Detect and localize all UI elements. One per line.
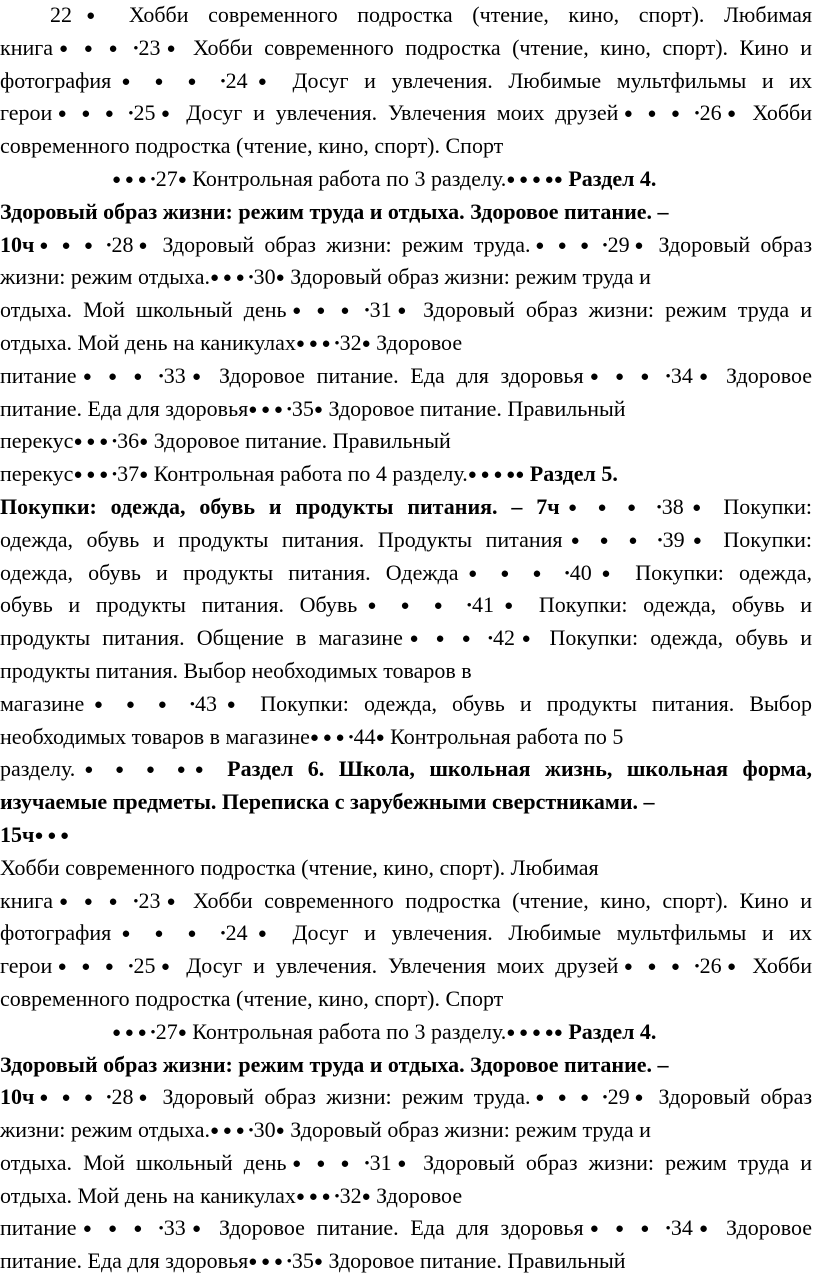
text-line: питание● ● ● •33● Здоровое питание. Еда для здоровья● ● ● •34● Здоровое — [0, 1215, 812, 1241]
text-line: 10ч● ● ● •28● Здоровый образ жизни: режим труда.● ● ● •29● Здоровый образ — [0, 1084, 813, 1110]
text-line: жизни: режим отдыха.● ● ● •30● Здоровый образ жизни: режим труда и — [0, 1117, 651, 1143]
text-line: ● ● ● •27● Контрольная работа по 3 разделу.● ● ● ●● Раздел 4. — [112, 165, 657, 191]
text-line: одежда, обувь и продукты питания. Продукты питания● ● ● •39● Покупки: — [0, 526, 812, 552]
text-line: Хобби современного подростка (чтение, кино, спорт). Любимая — [0, 854, 599, 880]
text-line: продукты питания. Общение в магазине● ● ● •42● Покупки: одежда, обувь и — [0, 625, 812, 651]
section-heading-line: Здоровый образ жизни: режим труда и отдыха. Здоровое питание. – — [0, 1051, 669, 1077]
text-line: питание. Еда для здоровья● ● ● •35● Здоровое питание. Правильный — [0, 395, 626, 421]
text-line: фотография● ● ● •24● Досуг и увлечения. Любимые мультфильмы и их — [0, 920, 812, 946]
text-line: герои● ● ● •25● Досуг и увлечения. Увлечения моих друзей● ● ● •26● Хобби — [0, 100, 813, 126]
text-line: современного подростка (чтение, кино, спорт). Спорт — [0, 133, 504, 159]
text-line: современного подростка (чтение, кино, спорт). Спорт — [0, 985, 504, 1011]
text-line: отдыха. Мой день на каникулах● ● ● •32● Здоровое — [0, 329, 463, 355]
text-line: разделу.● ● ● ●● Раздел 6. Школа, школьная жизнь, школьная форма, — [0, 756, 812, 782]
text-line: одежда, обувь и продукты питания. Одежда● ● ● •40● Покупки: одежда, — [0, 559, 813, 585]
text-line: Покупки: одежда, обувь и продукты питания. – 7ч● ● ● •38● Покупки: — [0, 493, 812, 519]
text-line: герои● ● ● •25● Досуг и увлечения. Увлечения моих друзей● ● ● •26● Хобби — [0, 953, 813, 979]
text-line: жизни: режим отдыха.● ● ● •30● Здоровый образ жизни: режим труда и — [0, 264, 651, 290]
section-heading-line: изучаемые предметы. Переписка с зарубежными сверстниками. – — [0, 789, 655, 815]
text-line: необходимых товаров в магазине● ● ● •44● Контрольная работа по 5 — [0, 723, 624, 749]
text-line: 10ч● ● ● •28● Здоровый образ жизни: режим труда.● ● ● •29● Здоровый образ — [0, 231, 813, 257]
text-line: книга● ● ● •23● Хобби современного подростка (чтение, кино, спорт). Кино и — [0, 887, 813, 913]
text-line: отдыха. Мой день на каникулах● ● ● •32● Здоровое — [0, 1182, 463, 1208]
text-line: магазине● ● ● •43● Покупки: одежда, обувь и продукты питания. Выбор — [0, 690, 812, 716]
text-line: питание. Еда для здоровья● ● ● •35● Здоровое питание. Правильный — [0, 1248, 626, 1274]
section-heading-line: Здоровый образ жизни: режим труда и отдыха. Здоровое питание. – — [0, 198, 669, 224]
text-line: отдыха. Мой школьный день● ● ● •31● Здоровый образ жизни: режим труда и — [0, 297, 812, 323]
text-line: ● ● ● •27● Контрольная работа по 3 разделу.● ● ● ●● Раздел 4. — [112, 1018, 657, 1044]
text-line: фотография● ● ● •24● Досуг и увлечения. Любимые мультфильмы и их — [0, 67, 812, 93]
text-line: продукты питания. Выбор необходимых товаров в — [0, 657, 472, 683]
text-line: книга● ● ● •23● Хобби современного подростка (чтение, кино, спорт). Кино и — [0, 34, 813, 60]
text-line: 22● Хобби современного подростка (чтение, кино, спорт). Любимая — [50, 2, 812, 27]
text-line: перекус● ● ● •37● Контрольная работа по 4 разделу.● ● ● ●● Раздел 5. — [0, 461, 618, 487]
text-line: питание● ● ● •33● Здоровое питание. Еда для здоровья● ● ● •34● Здоровое — [0, 362, 812, 388]
section-heading-line: 15ч● ● ● — [0, 821, 70, 847]
text-line: обувь и продукты питания. Обувь● ● ● •41● Покупки: одежда, обувь и — [0, 592, 812, 618]
text-line: перекус● ● ● •36● Здоровое питание. Правильный — [0, 428, 451, 454]
text-line: отдыха. Мой школьный день● ● ● •31● Здоровый образ жизни: режим труда и — [0, 1149, 812, 1175]
